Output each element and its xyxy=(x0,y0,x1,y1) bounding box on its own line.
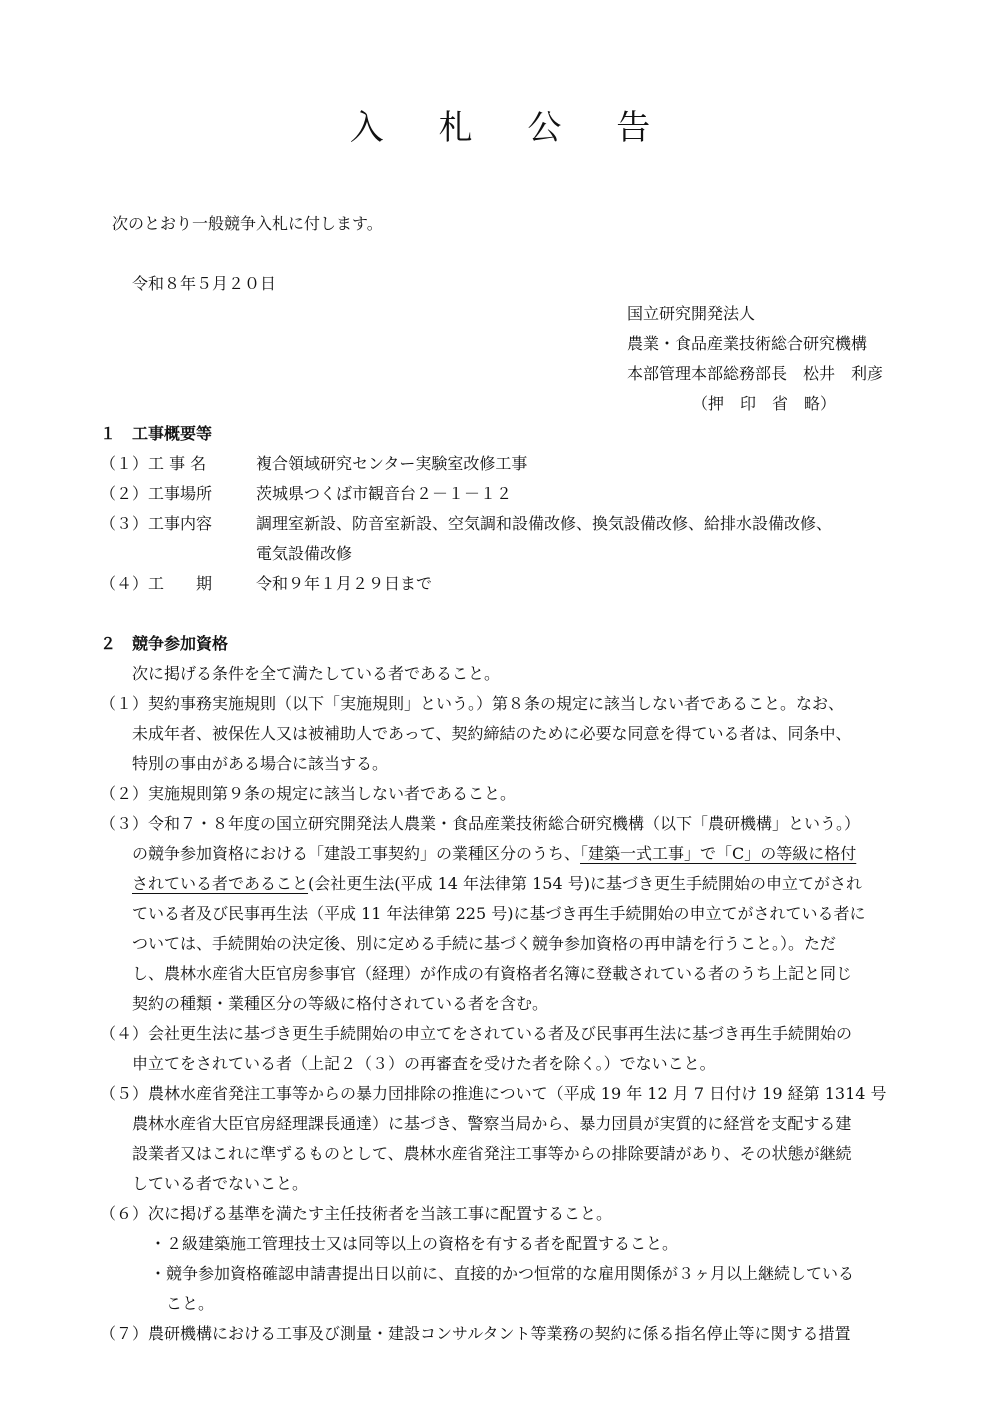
page-title: 入 札 公 告 xyxy=(349,108,673,148)
text-segment: の競争参加資格における「建設工事契約」の業種区分のうち、 xyxy=(132,844,581,863)
section-1-heading: １ 工事概要等 xyxy=(100,424,213,443)
issuer-org-2: 農業・食品産業技術総合研究機構 xyxy=(627,334,868,353)
qualification-line: している者でないこと。 xyxy=(132,1174,309,1193)
qualification-line: （４）会社更生法に基づき更生手続開始の申立てをされている者及び民事再生法に基づき再生手続開始の xyxy=(100,1024,853,1043)
qualification-line: 申立てをされている者（上記２（３）の再審査を受けた者を除く。）でないこと。 xyxy=(132,1054,716,1073)
qualification-line: 特別の事由がある場合に該当する。 xyxy=(132,754,389,773)
qualification-line: （１）契約事務実施規則（以下「実施規則」という。）第８条の規定に該当しない者であること。なお、 xyxy=(100,694,845,713)
qualification-line: （７）農研機構における工事及び測量・建設コンサルタント等業務の契約に係る指名停止等に関する措置 xyxy=(100,1324,851,1343)
issuer-position: 本部管理本部総務部長 松井 利彦 xyxy=(627,364,884,383)
qualification-line: 設業者又はこれに準ずるものとして、農林水産省発注工事等からの排除要請があり、その状態が継続 xyxy=(132,1144,852,1163)
seal-omitted: （押 印 省 略） xyxy=(692,394,837,413)
qualification-line: （５）農林水産省発注工事等からの暴力団排除の推進について（平成 19 年 12 月 7 日付け 19 経第 1314 号 xyxy=(100,1084,887,1103)
qualification-line: ている者及び民事再生法（平成 11 年法律第 225 号)に基づき再生手続開始の申立てがされている者に xyxy=(132,904,866,923)
bullet-line-cont: こと。 xyxy=(166,1294,215,1313)
qualification-line: ついては、手続開始の決定後、別に定める手続に基づく競争参加資格の再申請を行うこと。）。ただ xyxy=(132,934,837,953)
qualification-line: 契約の種類・業種区分の等級に格付されている者を含む。 xyxy=(132,994,549,1013)
qualification-line: （３）令和７・８年度の国立研究開発法人農業・食品産業技術総合研究機構（以下「農研機構」という。） xyxy=(100,814,861,833)
item-value: 茨城県つくば市観音台２－１－１２ xyxy=(256,484,513,503)
qualification-line: （２）実施規則第９条の規定に該当しない者であること。 xyxy=(100,784,517,803)
underlined-text: 「建築一式工事」で「C」の等級に格付 xyxy=(580,844,857,863)
issuer-org-1: 国立研究開発法人 xyxy=(627,304,756,323)
item-value-cont: 電気設備改修 xyxy=(256,544,353,563)
bullet-line: ・競争参加資格確認申請書提出日以前に、直接的かつ恒常的な雇用関係が３ヶ月以上継続している xyxy=(150,1264,855,1283)
underlined-text: されている者であること xyxy=(132,874,309,893)
section-2-lead: 次に掲げる条件を全て満たしている者であること。 xyxy=(132,664,501,683)
text-segment: (会社更生法(平成 14 年法律第 154 号)に基づき更生手続開始の申立てがされ xyxy=(308,874,862,893)
qualification-line xyxy=(132,844,856,864)
item-value: 複合領域研究センター実験室改修工事 xyxy=(256,454,528,473)
intro-text: 次のとおり一般競争入札に付します。 xyxy=(112,214,383,233)
qualification-line: し、農林水産省大臣官房参事官（経理）が作成の有資格者名簿に登載されている者のうち上記と同じ xyxy=(132,964,853,983)
item-label: （４）工 期 xyxy=(100,574,213,593)
qualification-line: 農林水産省大臣官房経理課長通達）に基づき、警察当局から、暴力団員が実質的に経営を支配する建 xyxy=(132,1114,852,1133)
qualification-line: 未成年者、被保佐人又は被補助人であって、契約締結のために必要な同意を得ている者は、同条中、 xyxy=(132,724,852,743)
item-label: （１）工 事 名 xyxy=(100,454,207,473)
item-value: 令和９年１月２９日まで xyxy=(256,574,433,593)
qualification-line xyxy=(132,874,862,894)
notice-date: 令和８年５月２０日 xyxy=(132,274,277,293)
item-label: （２）工事場所 xyxy=(100,484,213,503)
section-2-heading: ２ 競争参加資格 xyxy=(100,634,229,653)
bullet-line: ・２級建築施工管理技士又は同等以上の資格を有する者を配置すること。 xyxy=(150,1234,679,1253)
item-value: 調理室新設、防音室新設、空気調和設備改修、換気設備改修、給排水設備改修、 xyxy=(256,514,833,533)
item-label: （３）工事内容 xyxy=(100,514,213,533)
qualification-line: （６）次に掲げる基準を満たす主任技術者を当該工事に配置すること。 xyxy=(100,1204,613,1223)
